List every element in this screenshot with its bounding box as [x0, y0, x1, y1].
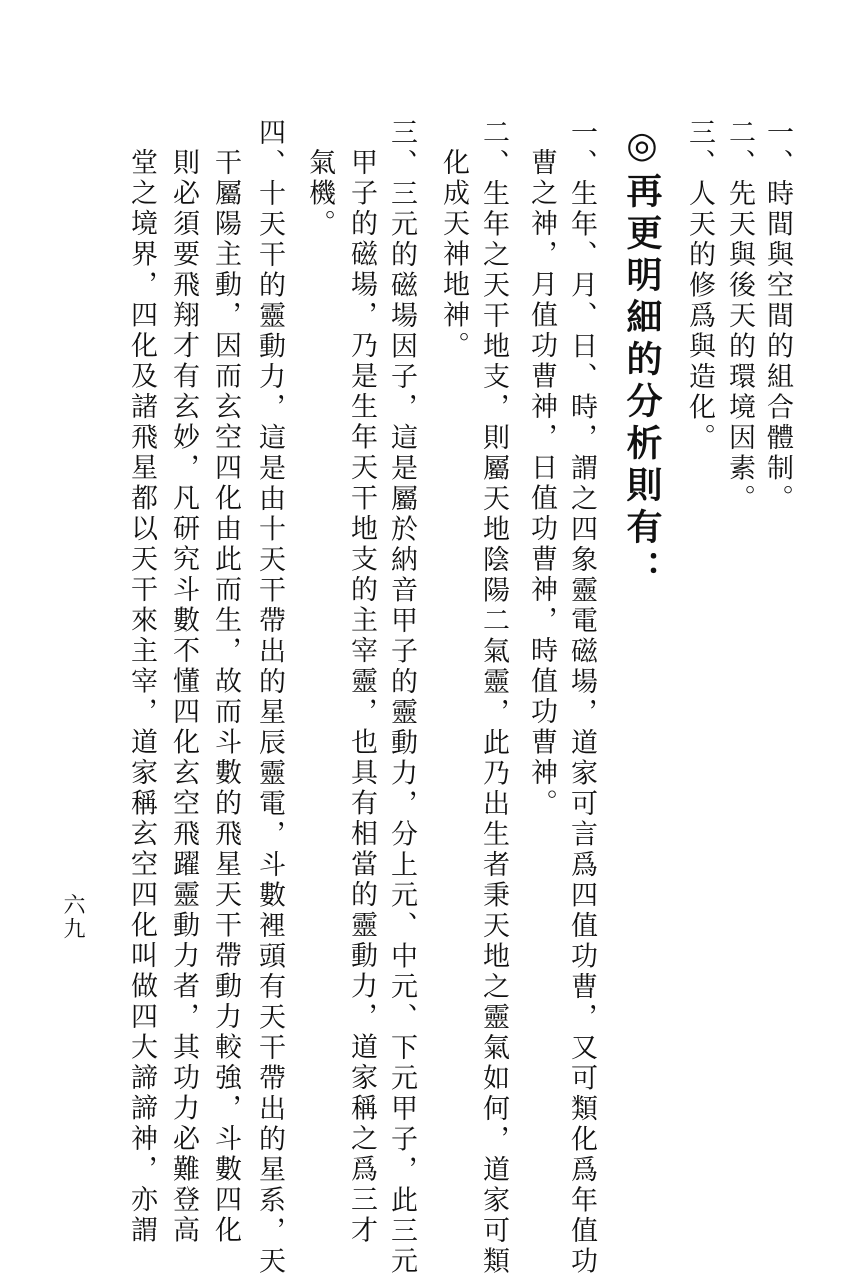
text-column-10: 甲子的磁場，乃是生年天干地支的主宰靈，也具有相當的靈動力，道家稱之爲三才	[346, 148, 377, 1246]
text-column-3: 三、人天的修爲與造化。	[684, 118, 715, 454]
text-column-13: 干屬陽主動，因而玄空四化由此而生，故而斗數的飛星天干帶動力較強，斗數四化	[210, 148, 241, 1246]
text-column-6: 曹之神，月值功曹神，日值功曹神，時值功曹神。	[526, 148, 557, 819]
section-heading: ◎再更明細的分析則有：	[621, 124, 663, 592]
text-column-9: 三、三元的磁場因子，這是屬於納音甲子的靈動力，分上元、中元、下元甲子，此三元	[386, 118, 417, 1277]
text-column-5: 一、生年、月、日、時，謂之四象靈電磁場，道家可言爲四值功曹，又可類化爲年值功	[566, 118, 597, 1277]
text-column-1: 一、時間與空間的組合體制。	[762, 118, 793, 515]
text-column-12: 四、十天干的靈動力，這是由十天干帶出的星辰靈電，斗數裡頭有天干帶出的星系，天	[254, 118, 285, 1277]
page-number: 六九	[60, 893, 85, 941]
text-column-11: 氣機。	[304, 148, 335, 240]
text-column-7: 二、生年之天干地支，則屬天地陰陽二氣靈，此乃出生者秉天地之靈氣如何，道家可類	[478, 118, 509, 1277]
text-column-2: 二、先天與後天的環境因素。	[724, 118, 755, 515]
text-column-8: 化成天神地神。	[438, 148, 469, 362]
text-column-15: 堂之境界，四化及諸飛星都以天干來主宰，道家稱玄空四化叫做四大諦諦神，亦謂	[126, 148, 157, 1246]
text-column-14: 則必須要飛翔才有玄妙，凡研究斗數不懂四化玄空飛躍靈動力者，其功力必難登高	[168, 148, 199, 1246]
